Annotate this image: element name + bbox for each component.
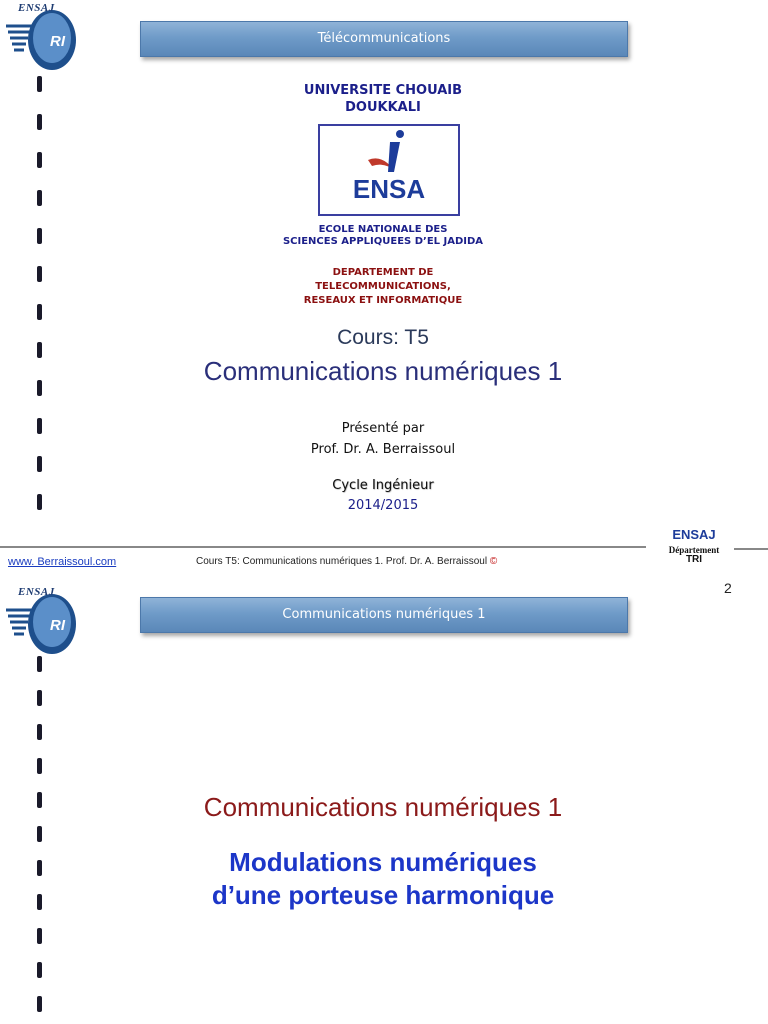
- school-line: ECOLE NATIONALE DES: [318, 224, 448, 235]
- ensa-logo: [318, 124, 460, 216]
- footer-divider-right: [734, 548, 768, 550]
- university-line: UNIVERSITE CHOUAIB: [303, 83, 463, 98]
- slide2-subtitle: [140, 846, 626, 912]
- logo-text: ENSAJ: [18, 586, 55, 598]
- subtitle-line: Modulations numériques: [229, 847, 537, 877]
- logo-text: ENSAJ: [18, 2, 55, 14]
- ensa-logo-text: ENSA: [352, 174, 426, 204]
- subtitle-line: d’une porteuse harmonique: [211, 880, 555, 910]
- department-name: [140, 266, 626, 308]
- university-line: DOUKKALI: [345, 100, 421, 115]
- presenter-block: [140, 418, 626, 460]
- copyright-symbol: ©: [489, 556, 498, 567]
- decorative-dashed-rule: [37, 656, 42, 1024]
- logo-badge-text: RI: [50, 33, 65, 50]
- school-line: SCIENCES APPLIQUEES D’EL JADIDA: [282, 236, 484, 247]
- slide-header-title: Télécommunications: [317, 31, 451, 46]
- cycle-label: [140, 478, 626, 493]
- academic-year: 2014/2015: [347, 498, 419, 513]
- footer-department: [652, 545, 736, 565]
- course-title: Communications numériques 1: [203, 356, 563, 386]
- slide2-title: Communications numériques 1: [203, 792, 563, 822]
- department-line: DEPARTEMENT DE: [332, 267, 434, 278]
- ensaj-ri-logo: [2, 0, 82, 80]
- department-line: RESEAUX ET INFORMATIQUE: [303, 295, 463, 306]
- slide-header-bar: [140, 21, 628, 57]
- footer-department-code: TRI: [685, 554, 703, 565]
- footer-course-label: Cours T5: Communications numériques 1. Prof. Dr. A. Berraissoul: [196, 556, 488, 567]
- page-number: 2: [724, 580, 732, 596]
- footer-divider: [0, 546, 646, 548]
- slide-header-title: Communications numériques 1: [282, 607, 486, 622]
- cycle-text: Cycle Ingénieur: [332, 478, 434, 493]
- logo-badge-text: RI: [50, 617, 65, 634]
- professor-name: Prof. Dr. A. Berraissoul: [310, 442, 456, 457]
- course-code: Cours: T5: [337, 326, 429, 349]
- department-line: TELECOMMUNICATIONS,: [315, 281, 451, 292]
- footer-brand: ENSAJ: [672, 527, 716, 542]
- ensaj-ri-logo: [2, 584, 82, 664]
- school-name: [140, 224, 626, 248]
- footer-course-text: [196, 556, 497, 567]
- slide-header-bar: [140, 597, 628, 633]
- decorative-dashed-rule: [37, 76, 42, 536]
- university-name: [140, 82, 626, 116]
- footer-department-label: Département: [668, 545, 720, 555]
- footer-website-link[interactable]: www. Berraissoul.com: [8, 556, 117, 568]
- presented-by-label: Présenté par: [341, 421, 425, 436]
